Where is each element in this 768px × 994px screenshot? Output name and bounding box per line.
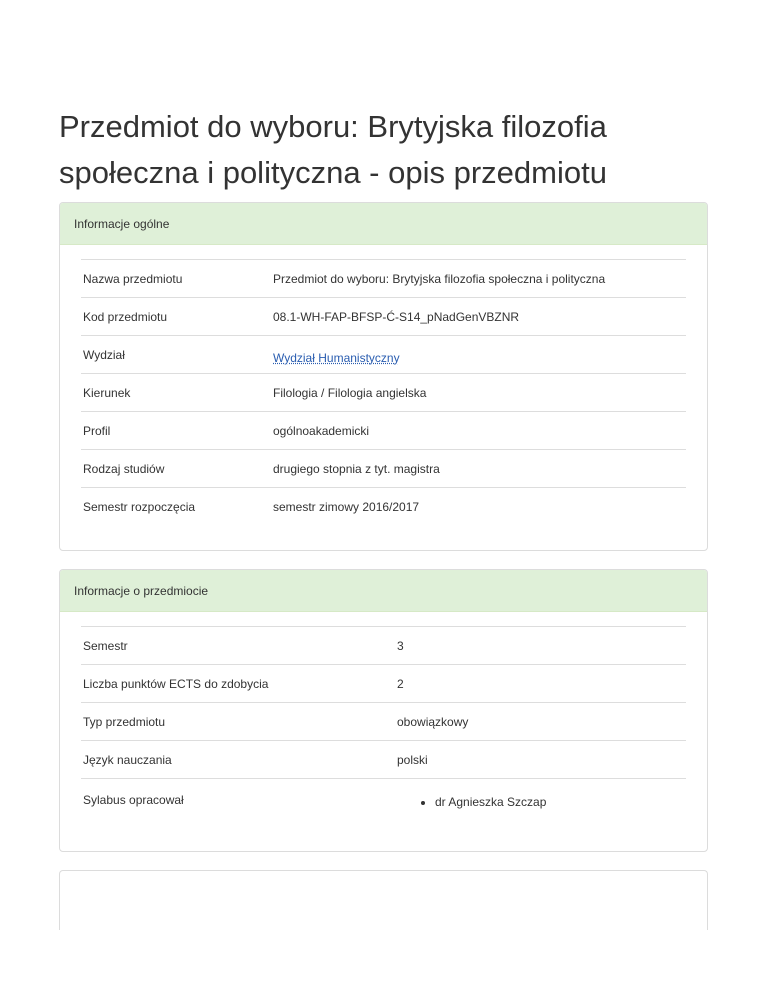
row-label-subject-type: Typ przedmiotu — [81, 703, 395, 741]
table-row — [81, 336, 686, 374]
row-label-subject-code: Kod przedmiotu — [81, 298, 271, 336]
row-label-language: Język nauczania — [81, 741, 395, 779]
faculty-link[interactable]: Wydział Humanistyczny — [273, 350, 400, 365]
row-label-study-type: Rodzaj studiów — [81, 450, 271, 488]
table-row — [81, 627, 686, 665]
row-label-subject-name: Nazwa przedmiotu — [81, 260, 271, 298]
row-value-subject-name: Przedmiot do wyboru: Brytyjska filozofia społeczna i polityczna — [271, 260, 686, 298]
page-title: Przedmiot do wyboru: Brytyjska filozofia społeczna i polityczna - opis przedmiotu — [59, 109, 607, 190]
row-value-ects: 2 — [395, 665, 686, 703]
row-label-syllabus-author: Sylabus opracował — [81, 779, 395, 834]
row-label-start-semester: Semestr rozpoczęcia — [81, 488, 271, 526]
row-value-start-semester: semestr zimowy 2016/2017 — [271, 488, 686, 526]
subject-info-table — [81, 626, 686, 833]
table-row — [81, 374, 686, 412]
table-row — [81, 779, 686, 834]
row-label-faculty: Wydział — [81, 336, 271, 374]
table-row — [81, 741, 686, 779]
row-value-semester: 3 — [395, 627, 686, 665]
table-row — [81, 665, 686, 703]
table-row — [81, 703, 686, 741]
row-value-syllabus-author — [395, 779, 686, 834]
table-row — [81, 298, 686, 336]
table-row — [81, 488, 686, 526]
general-info-panel — [59, 202, 708, 551]
row-value-profile: ogólnoakademicki — [271, 412, 686, 450]
row-value-study-type: drugiego stopnia z tyt. magistra — [271, 450, 686, 488]
row-value-subject-type: obowiązkowy — [395, 703, 686, 741]
next-panel — [59, 870, 708, 930]
row-value-faculty — [271, 336, 686, 374]
table-row — [81, 260, 686, 298]
table-row — [81, 412, 686, 450]
row-value-language: polski — [395, 741, 686, 779]
row-value-field-of-study: Filologia / Filologia angielska — [271, 374, 686, 412]
row-label-semester: Semestr — [81, 627, 395, 665]
general-info-heading: Informacje ogólne — [60, 203, 707, 245]
author-list — [397, 795, 686, 809]
subject-info-panel — [59, 569, 708, 852]
row-value-subject-code: 08.1-WH-FAP-BFSP-Ć-S14_pNadGenVBZNR — [271, 298, 686, 336]
table-row — [81, 450, 686, 488]
list-item: • dr Agnieszka Szczap — [435, 795, 686, 809]
general-info-table — [81, 259, 686, 525]
row-label-profile: Profil — [81, 412, 271, 450]
subject-info-heading: Informacje o przedmiocie — [60, 570, 707, 612]
row-label-ects: Liczba punktów ECTS do zdobycia — [81, 665, 395, 703]
general-info-body — [60, 245, 707, 525]
row-label-field-of-study: Kierunek — [81, 374, 271, 412]
subject-info-body — [60, 612, 707, 833]
